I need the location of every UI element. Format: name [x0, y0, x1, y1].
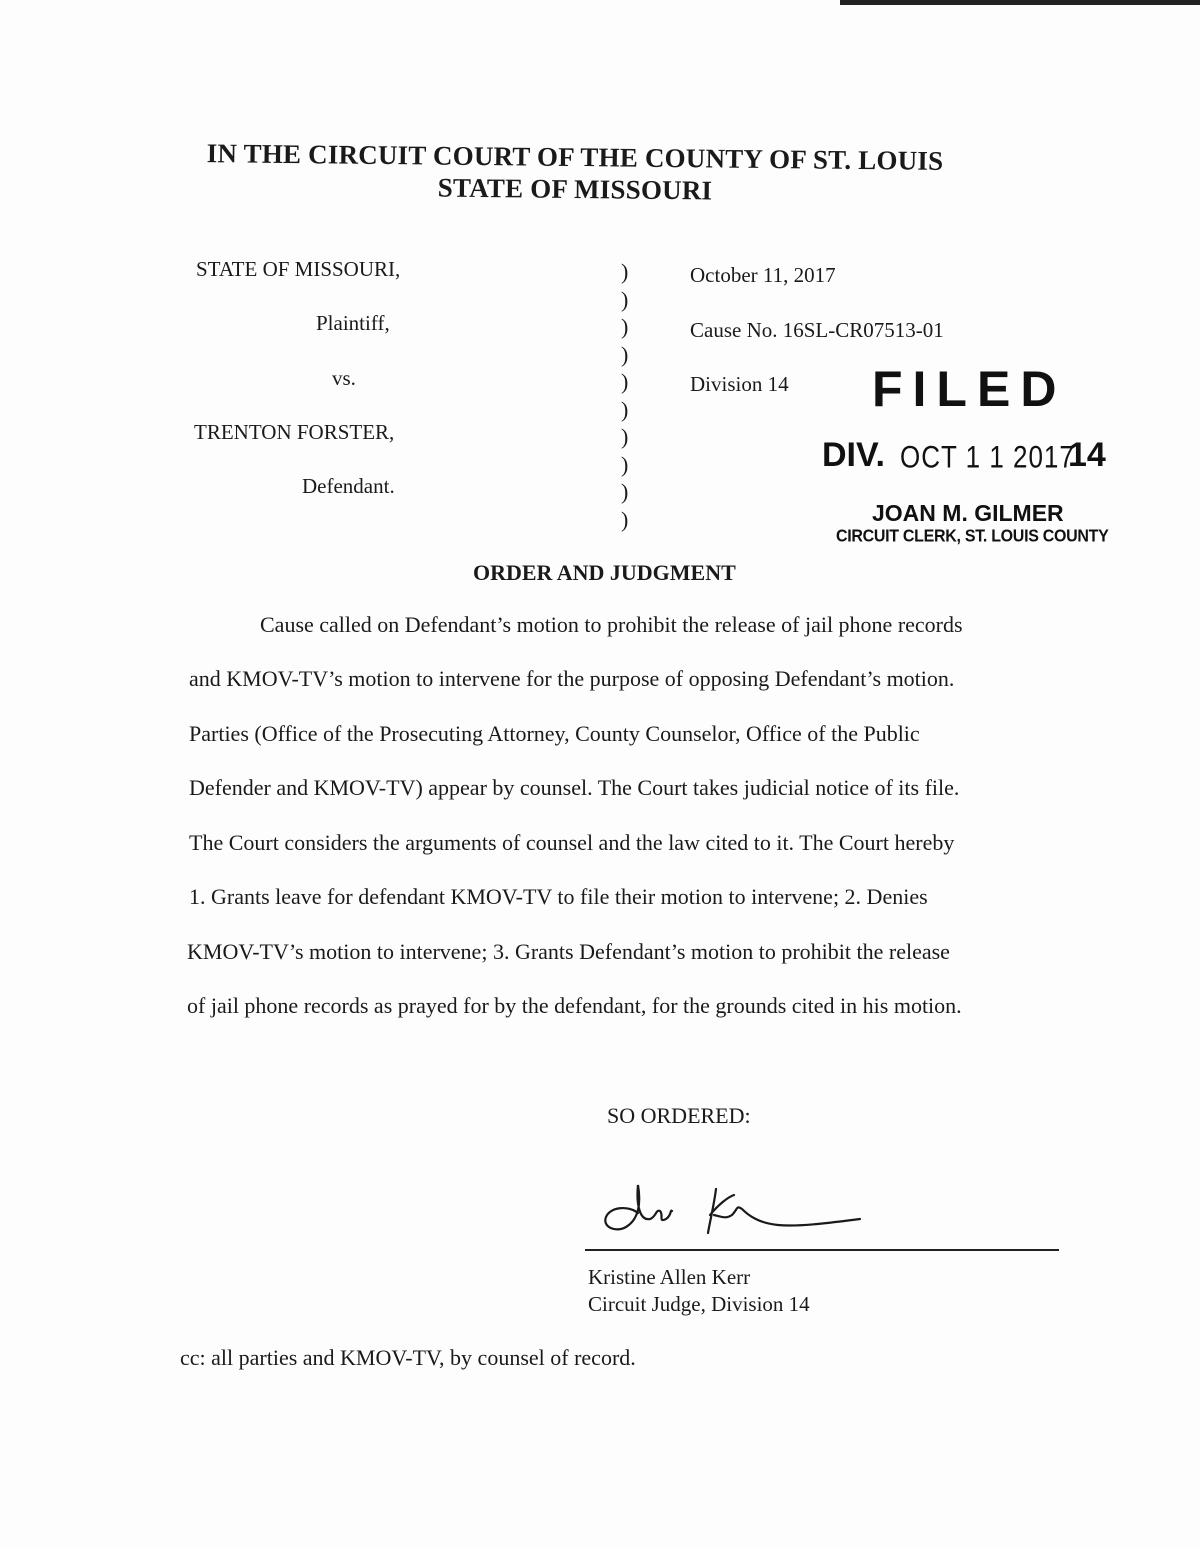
court-title-line2: STATE OF MISSOURI — [437, 172, 713, 206]
order-line: The Court considers the arguments of counsel and the law cited to it. The Court hereby — [189, 830, 955, 855]
signature-line — [585, 1249, 1059, 1251]
judge-signature — [598, 1175, 878, 1245]
paren: ) — [621, 506, 629, 532]
judge-name: Kristine Allen Kerr — [588, 1265, 751, 1289]
scan-edge-mark — [840, 0, 1200, 5]
paren: ) — [621, 424, 629, 449]
versus: vs. — [332, 366, 356, 390]
order-line: and KMOV-TV’s motion to intervene for the purpose of opposing Defendant’s motion. — [189, 666, 955, 691]
paren: ) — [621, 259, 629, 284]
stamp-div-label: DIV. — [822, 436, 886, 474]
paren: ) — [621, 314, 629, 339]
paren: ) — [621, 341, 629, 367]
plaintiff-name: STATE OF MISSOURI, — [196, 257, 401, 281]
paren: ) — [621, 451, 629, 477]
so-ordered: SO ORDERED: — [607, 1103, 751, 1128]
order-line: 1. Grants leave for defendant KMOV-TV to file their motion to intervene; 2. Denies — [189, 884, 928, 909]
stamp-clerk-name: JOAN M. GILMER — [872, 500, 1064, 526]
order-title: ORDER AND JUDGMENT — [473, 560, 736, 585]
division: Division 14 — [690, 372, 789, 396]
order-line: Cause called on Defendant’s motion to prohibit the release of jail phone records — [260, 612, 963, 637]
plaintiff-role: Plaintiff, — [316, 311, 390, 335]
order-line: KMOV-TV’s motion to intervene; 3. Grants Defendant’s motion to prohibit the release — [187, 939, 950, 964]
cause-number: Cause No. 16SL-CR07513-01 — [690, 318, 944, 342]
court-title-line1: IN THE CIRCUIT COURT OF THE COUNTY OF ST. LOUIS — [206, 138, 944, 176]
defendant-name: TRENTON FORSTER, — [194, 420, 395, 444]
paren: ) — [621, 479, 629, 504]
order-line: of jail phone records as prayed for by the defendant, for the grounds cited in his motion. — [187, 993, 962, 1018]
stamp-division-number: 14 — [1068, 436, 1106, 474]
order-line: Parties (Office of the Prosecuting Attorney, County Counselor, Office of the Public — [189, 721, 920, 746]
stamp-date: OCT 1 1 2017 — [900, 438, 1075, 475]
defendant-role: Defendant. — [302, 474, 395, 498]
filing-date: October 11, 2017 — [690, 263, 836, 287]
order-line: Defender and KMOV-TV) appear by counsel. The Court takes judicial notice of its file. — [189, 775, 960, 800]
stamp-clerk-title: CIRCUIT CLERK, ST. LOUIS COUNTY — [836, 527, 1109, 546]
cc-line: cc: all parties and KMOV-TV, by counsel of record. — [180, 1345, 636, 1370]
paren: ) — [621, 286, 629, 312]
caption-parentheses — [621, 258, 628, 533]
paren: ) — [621, 369, 629, 394]
paren: ) — [621, 396, 629, 422]
filed-stamp: FILED — [872, 361, 1067, 417]
judge-title: Circuit Judge, Division 14 — [588, 1292, 810, 1316]
